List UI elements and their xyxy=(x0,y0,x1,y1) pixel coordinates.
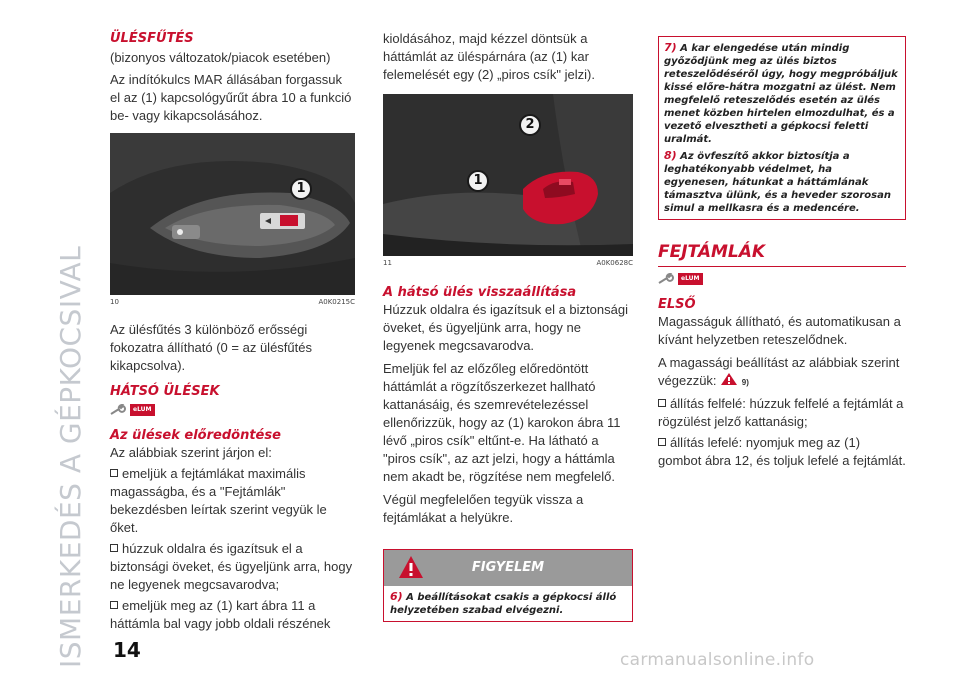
wrench-icon xyxy=(658,273,676,285)
paragraph-text: A magassági beállítást az alábbiak szerint végezzük: xyxy=(658,355,900,388)
figure-10 xyxy=(110,133,355,307)
warning-number: 8) xyxy=(664,149,677,162)
warning-triangle-icon xyxy=(720,372,738,386)
bullet-item xyxy=(658,434,906,470)
warning-box-continued xyxy=(658,36,906,220)
bullet-box-icon xyxy=(110,601,118,609)
warning-body xyxy=(659,37,905,219)
seat-heating-switch-illustration xyxy=(110,133,355,295)
elum-badge xyxy=(110,402,155,418)
bullet-text: húzzuk oldalra és igazítsuk el a biztonsági öveket, és ügyeljünk arra, hogy ne legyenek megcsavarodva; xyxy=(110,541,353,592)
bullet-item xyxy=(110,540,355,594)
paragraph: Az indítókulcs MAR állásában forgassuk el az (1) kapcsológyűrűt ábra 10 a funkció be- vagy kikapcsolásához. xyxy=(110,72,352,123)
heading-front: ELSŐ xyxy=(658,297,696,312)
bullet-item xyxy=(110,465,355,537)
column-1 xyxy=(110,30,355,633)
callout-1: 1 xyxy=(290,178,312,200)
bullet-box-icon xyxy=(658,399,666,407)
warning-text: A kar elengedése után mindig győződjünk meg az ülés biztos reteszelődéséről úgy, hogy megpróbáljuk kissé előre-hátra mozgatni az ülést. Nem megfelelő reteszelődés esetén az ülés menet közben hirtelen elmozdulhat, és a vezető elvesztheti a gépkocsi feletti uralmát. xyxy=(664,43,898,145)
column-2 xyxy=(383,30,633,622)
figure-image xyxy=(110,133,355,295)
page-number: 14 xyxy=(113,638,141,662)
paragraph: Magasságuk állítható, és automatikusan a kívánt helyzetben reteszelődnek. xyxy=(658,314,901,347)
paragraph xyxy=(658,354,906,392)
column-3 xyxy=(658,36,906,470)
warning-body xyxy=(384,586,632,621)
paragraph: kioldásához, majd kézzel döntsük a háttámlát az üléspárnára (az (1) kar felemelését egy (2) „piros csík" jelzi). xyxy=(383,31,595,82)
figure-image xyxy=(383,94,633,256)
figure-code: A0K0215C xyxy=(318,298,355,306)
warning-header xyxy=(384,550,632,586)
chapter-side-title: ISMERKEDÉS A GÉPKOCSIVAL xyxy=(54,245,87,668)
elum-tag: eLUM xyxy=(678,273,703,285)
figure-11 xyxy=(383,94,633,268)
heading-rear-seats: HÁTSÓ ÜLÉSEK xyxy=(110,384,220,399)
bullet-text: emeljük meg az (1) kart ábra 11 a háttámla bal vagy jobb oldali részének xyxy=(110,598,331,631)
bullet-box-icon xyxy=(110,469,118,477)
warning-text: Az övfeszítő akkor biztosítja a leghatékonyabb védelmet, ha egyenesen, hátunkat a háttámlának támasztva ülünk, és a heveder szorosan simul a mellkasra és a medencére. xyxy=(664,151,891,214)
paragraph: Az alábbiak szerint járjon el: xyxy=(110,445,272,460)
paragraph: Húzzuk oldalra és igazítsuk el a biztonsági öveket, és ügyeljünk arra, hogy ne legyenek megcsavarodva. xyxy=(383,302,628,353)
elum-tag: eLUM xyxy=(130,404,155,416)
heading-rear-seat-reset: A hátsó ülés visszaállítása xyxy=(383,285,577,300)
callout-1: 1 xyxy=(467,170,489,192)
bullet-text: állítás felfelé: húzzuk felfelé a fejtámlát a rögzülést jelző kattanásig; xyxy=(658,396,904,429)
warning-box xyxy=(383,549,633,622)
bullet-item xyxy=(658,395,906,431)
rear-seat-lever-illustration xyxy=(383,94,633,256)
paragraph: Végül megfelelően tegyük vissza a fejtámlákat a helyükre. xyxy=(383,492,584,525)
heading-headrests: FEJTÁMLÁK xyxy=(658,240,906,267)
paragraph: Emeljük fel az előzőleg előredöntött háttámlát a rögzítőszerkezet hallható kattanásáig, és szemrevételezéssel ellenőrizzük, hogy az (1) karokon ábra 11 lévő „piros csík" eltűnt-e. Ha látható a "piros csík", az azt jelzi, hogy a háttámla nem akadt be, rögzítése nem megfelelő. xyxy=(383,361,621,484)
callout-2: 2 xyxy=(519,114,541,136)
heading-fold-forward: Az ülések előredöntése xyxy=(110,428,281,443)
figure-code: A0K0628C xyxy=(596,259,633,267)
figure-caption xyxy=(383,256,633,268)
paragraph: Az ülésfűtés 3 különböző erősségi fokozatra állítható (0 = az ülésfűtés kikapcsolva). xyxy=(110,322,312,373)
figure-caption xyxy=(110,295,355,307)
wrench-icon xyxy=(110,404,128,416)
bullet-text: emeljük a fejtámlákat maximális magasságba, és a "Fejtámlák" bekezdésben leírtak szerint vegyük le őket. xyxy=(110,466,327,535)
warning-text: A beállításokat csakis a gépkocsi álló helyzetében szabad elvégezni. xyxy=(390,592,617,616)
elum-badge xyxy=(658,271,703,287)
paragraph: (bizonyos változatok/piacok esetében) xyxy=(110,50,331,65)
heading-seat-heating: ÜLÉSFŰTÉS xyxy=(110,31,194,46)
figure-number: 10 xyxy=(110,298,119,306)
bullet-box-icon xyxy=(658,438,666,446)
warning-title: FIGYELEM xyxy=(471,560,545,575)
watermark: carmanualsonline.info xyxy=(620,650,815,670)
bullet-item xyxy=(110,597,355,633)
bullet-box-icon xyxy=(110,544,118,552)
warning-number: 6) xyxy=(390,590,403,603)
warning-reference: 9) xyxy=(741,378,749,387)
bullet-text: állítás lefelé: nyomjuk meg az (1) gombot ábra 12, és toljuk lefelé a fejtámlát. xyxy=(658,435,906,468)
figure-number: 11 xyxy=(383,259,392,267)
warning-number: 7) xyxy=(664,41,677,54)
warning-triangle-icon xyxy=(398,555,424,579)
